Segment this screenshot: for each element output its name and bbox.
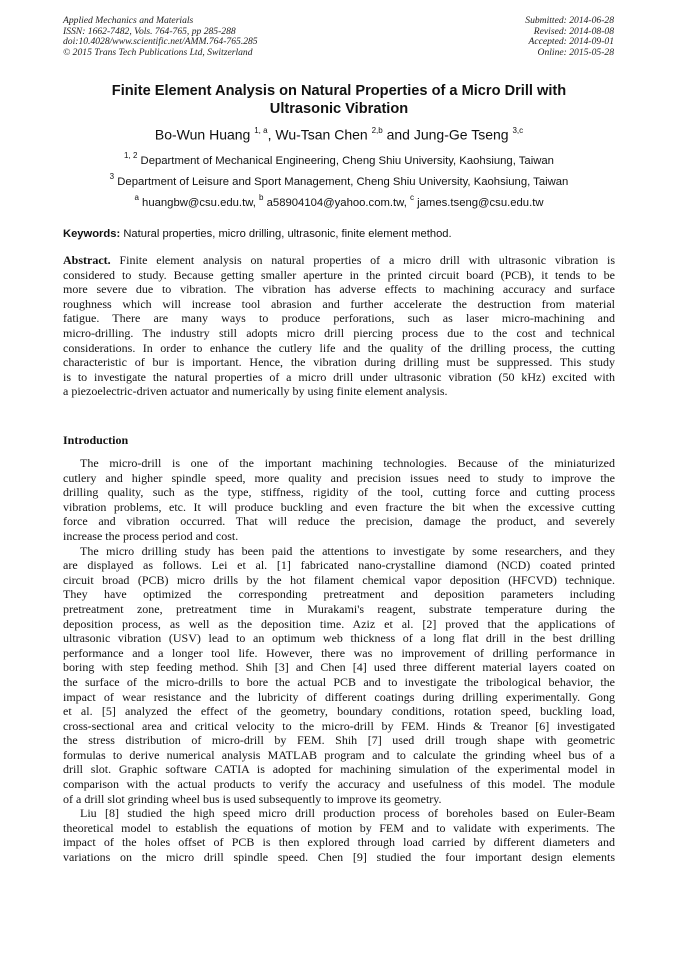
body-line: Liu [8] studied the high speed micro drill production process of boreholes based on Euler-Beam bbox=[80, 806, 615, 821]
abstract-line: more severe due to vibration. The vibration has adverse effects to machining accuracy and surface bbox=[63, 282, 615, 297]
paper-title bbox=[60, 82, 618, 118]
submitted-date: Submitted: 2014-06-28 bbox=[525, 15, 614, 26]
abstract-line bbox=[63, 253, 615, 268]
author-name: Wu-Tsan Chen bbox=[275, 126, 368, 143]
abstract-line-text: Finite element analysis on natural properties of a micro drill with ultrasonic vibration is bbox=[119, 253, 616, 267]
body-line: cross-sectional area and critical velocity to the micro-drill by FEM. Hinds & Treanor [6] investigated bbox=[63, 718, 615, 733]
abstract-line: considerations. In order to enhance the cutlery life and the quality of the drilling process, the cutting bbox=[63, 340, 615, 355]
affiliation-text: Department of Mechanical Engineering, Cheng Shiu University, Kaohsiung, Taiwan bbox=[140, 154, 554, 167]
issn-line: ISSN: 1662-7482, Vols. 764-765, pp 285-288 bbox=[63, 25, 236, 37]
email-mark: c bbox=[410, 193, 414, 202]
body-line: vibration problems, etc. It will produce buckling and even fracture the bit when the excessive cutting bbox=[63, 499, 615, 514]
body-line: drilling quality, such as the type, stiffness, rigidity of the tool, cutting force and cutting process bbox=[63, 485, 615, 500]
body-line: The micro drilling study has been paid the attentions to investigate by some researchers, and they bbox=[80, 543, 615, 558]
copyright-line: © 2015 Trans Tech Publications Ltd, Switzerland bbox=[63, 46, 253, 58]
affiliation bbox=[60, 171, 618, 189]
online-date: Online: 2015-05-28 bbox=[537, 46, 614, 58]
abstract-line: is to investigate the natural properties of a micro drill under ultrasonic vibration (50 kHz) excited with bbox=[63, 369, 615, 384]
keywords bbox=[63, 227, 615, 241]
body-line: ultrasonic vibration (USV) lead to an optimum web thickness of a long flat drill in the best drilling bbox=[63, 631, 615, 646]
accepted-date: Accepted: 2014-09-01 bbox=[528, 36, 614, 48]
section-heading: Introduction bbox=[63, 433, 129, 447]
body-line: impact of wear resistance and the lubricity of different coatings during drilling experimentally. Gong bbox=[63, 689, 615, 704]
author-name: Jung-Ge Tseng bbox=[413, 126, 509, 143]
body-line: circuit broad (PCB) micro drills by the hot filament chemical vapor deposition (HFCVD) technique. bbox=[63, 572, 615, 587]
abstract-label: Abstract. bbox=[63, 253, 111, 267]
body-line: formulas to derive numerical analysis MATLAB program and to calculate the grinding wheel bus of a bbox=[63, 747, 615, 762]
body-line: drill slot. Graphic software CATIA is adopted for machining simulation of the experimental model in bbox=[63, 762, 615, 777]
affiliation-mark: 3 bbox=[109, 172, 115, 181]
title-line: Ultrasonic Vibration bbox=[269, 101, 409, 117]
body-line: et al. [5] analyzed the effect of the geometry, boundary conditions, rotation speed, buckling load, bbox=[63, 704, 615, 719]
body-line: are displayed as follows. Lei et al. [1] fabricated nano-crystalline diamond (NCD) coated printed bbox=[63, 558, 615, 573]
author-list bbox=[60, 123, 618, 144]
title-line: Finite Element Analysis on Natural Properties of a Micro Drill with bbox=[111, 83, 567, 99]
body-line: They have optimized the corresponding pretreatment and deposition parameters including bbox=[63, 587, 615, 602]
author-affil-mark: 2,b bbox=[371, 126, 383, 135]
email-address: james.tseng@csu.edu.tw bbox=[417, 196, 544, 209]
author-separator: , bbox=[267, 126, 276, 143]
body-line: comparison with the actual products to verify the accuracy and usefulness of this model. The module bbox=[63, 777, 615, 792]
author-name: Bo-Wun Huang bbox=[154, 126, 251, 143]
keywords-label: Keywords: bbox=[63, 228, 121, 240]
publication-dates bbox=[525, 16, 614, 58]
affiliation bbox=[60, 150, 618, 168]
abstract bbox=[63, 253, 615, 399]
body-line: boring with step feeding method. Shih [3] and Chen [4] used three different material layers coated on bbox=[63, 660, 615, 675]
body-line: The micro-drill is one of the important machining technologies. Because of the miniaturized bbox=[80, 456, 615, 470]
journal-name: Applied Mechanics and Materials bbox=[63, 15, 194, 26]
doi-line: doi:10.4028/www.scientific.net/AMM.764-765.285 bbox=[63, 36, 258, 48]
affiliation-mark: 1, 2 bbox=[124, 151, 138, 160]
author-emails bbox=[60, 192, 618, 210]
body-line: the stress distribution of micro-drill by FEM. Shih [7] used drill trough shape with geometric bbox=[63, 733, 615, 748]
keywords-text: Natural properties, micro drilling, ultrasonic, finite element method. bbox=[123, 228, 452, 240]
email-address: huangbw@csu.edu.tw, bbox=[142, 196, 260, 209]
body-line: pretreatment zone, pretreatment time in Murakami's reagent, substrate temperature during the bbox=[63, 601, 615, 616]
body-line: deposition process, as well as the deposition time. Aziz et al. [2] proved that the applications of bbox=[63, 616, 615, 631]
abstract-line: roughness which will increase tool abrasion and further accelerate the destruction from material bbox=[63, 296, 615, 311]
email-mark: b bbox=[259, 193, 264, 202]
introduction-body bbox=[63, 456, 615, 865]
abstract-line: micro-drilling. The industry still adopts micro drill piercing process due to the cost and technical bbox=[63, 325, 615, 340]
abstract-line: a piezoelectric-driven actuator and numerically by using finite element analysis. bbox=[63, 384, 448, 399]
abstract-line: considered to study. Because getting smaller aperture in the printed circuit board (PCB), it tends to be bbox=[63, 267, 615, 282]
body-line: impact of the holes offset of PCB is then explored through load carried by different diameters and bbox=[63, 835, 615, 850]
body-line: of a drill slot grinding wheel bus is used subsequently to improve its geometry. bbox=[63, 791, 442, 806]
author-affil-mark: 3,c bbox=[512, 126, 524, 135]
body-line: the surface of the micro-drills to bore the actual PCB and to investigate the tribological behavior, the bbox=[63, 674, 615, 689]
affiliation-text: Department of Leisure and Sport Management, Cheng Shiu University, Kaohsiung, Taiwan bbox=[117, 175, 569, 188]
author-affil-mark: 1, a bbox=[254, 126, 268, 135]
abstract-line: characteristic of bur is important. Hence, the vibration during drilling must be suppressed. This study bbox=[63, 355, 615, 370]
author-separator: and bbox=[382, 126, 414, 143]
abstract-line: fatigue. There are many ways to produce perforations, such as laser micro-machining and bbox=[63, 311, 615, 326]
email-mark: a bbox=[134, 193, 139, 202]
email-address: a58904104@yahoo.com.tw, bbox=[266, 196, 410, 209]
body-line: increase the process period and cost. bbox=[63, 528, 239, 543]
body-line: force and vibration occurred. That will reduce the precision, damage the product, and severely bbox=[63, 514, 615, 529]
body-line: theoretical model to establish the equations of motion by FEM and to validate with experiments. The bbox=[63, 820, 615, 835]
revised-date: Revised: 2014-08-08 bbox=[533, 25, 614, 37]
body-line: variations on the micro drill spindle speed. Chen [9] studied the four important design elements bbox=[63, 850, 615, 865]
body-line: cutlery and higher spindle speed, more quality and precision issues need to study to improve the bbox=[63, 470, 615, 485]
journal-info bbox=[63, 16, 258, 58]
body-line: performance and a longer tool life. However, there was no improvement of drilling performance in bbox=[63, 645, 615, 660]
